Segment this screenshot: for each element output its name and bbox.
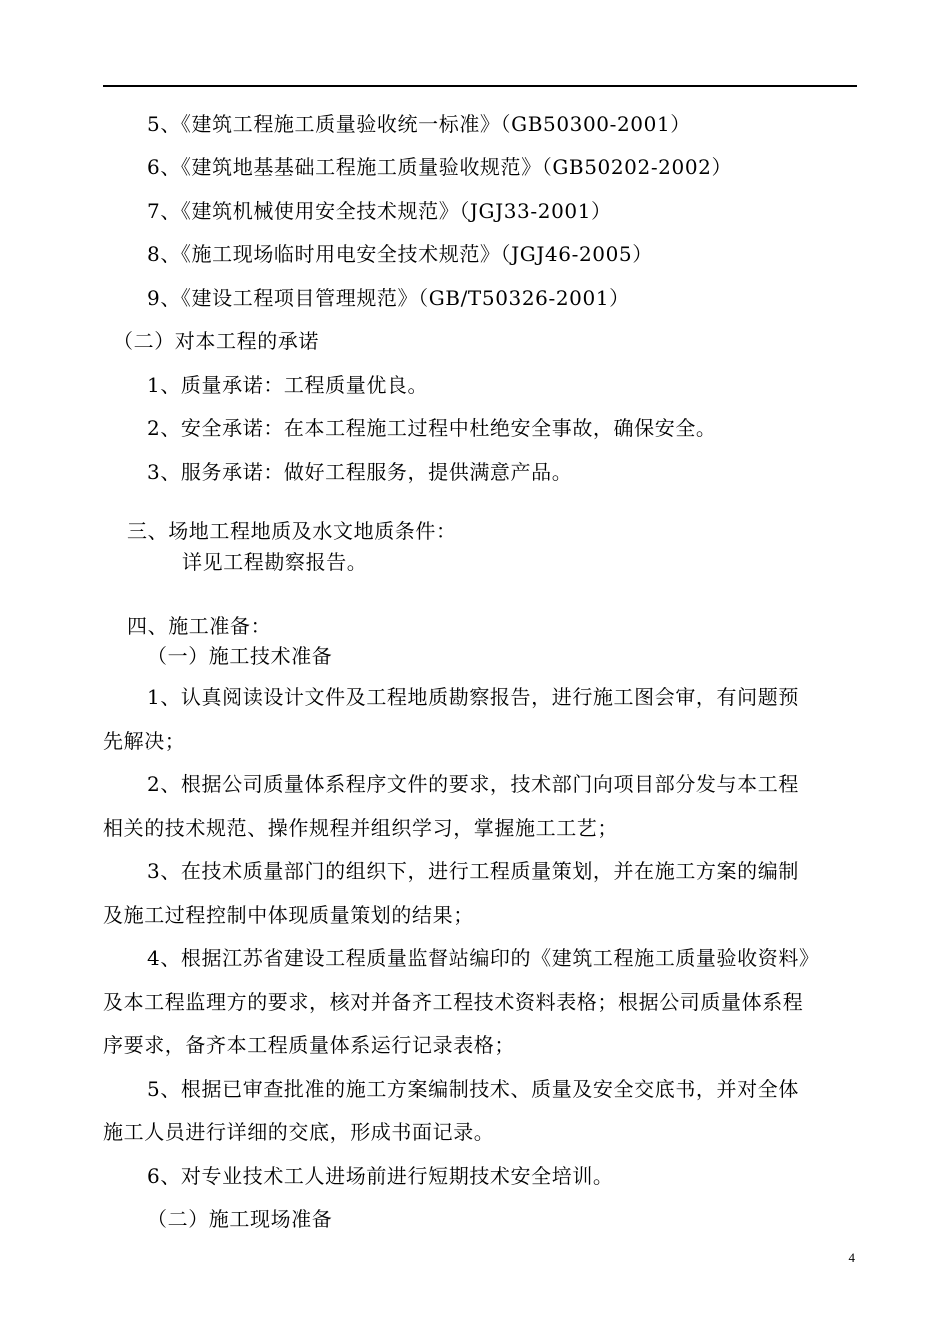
paragraph-4-line-1: 4、根据江苏省建设工程质量监督站编印的《建筑工程施工质量验收资料》: [147, 946, 820, 970]
page-number: 4: [848, 1250, 855, 1265]
paragraph-5-line-1: 5、根据已审查批准的施工方案编制技术、质量及安全交底书，并对全体: [147, 1077, 799, 1101]
paragraph-3-line-2: 及施工过程控制中体现质量策划的结果；: [103, 903, 474, 927]
commitment-service: 3、服务承诺：做好工程服务，提供满意产品。: [147, 460, 573, 484]
standard-item-7: 7、《建筑机械使用安全技术规范》（JGJ33-2001）: [147, 199, 612, 223]
commitment-safety: 2、安全承诺：在本工程施工过程中杜绝安全事故，确保安全。: [147, 416, 717, 440]
standard-item-9: 9、《建设工程项目管理规范》（GB/T50326-2001）: [147, 286, 630, 310]
section-heading-commitments: （二）对本工程的承诺: [113, 329, 319, 353]
paragraph-2-line-1: 2、根据公司质量体系程序文件的要求，技术部门向项目部分发与本工程: [147, 772, 799, 796]
section-heading-geology: 三、场地工程地质及水文地质条件：: [127, 519, 457, 543]
subsection-heading-technical: （一）施工技术准备: [147, 644, 333, 668]
standard-item-6: 6、《建筑地基基础工程施工质量验收规范》（GB50202-2002）: [147, 155, 733, 179]
section-heading-preparation: 四、施工准备：: [127, 614, 272, 638]
paragraph-2-line-2: 相关的技术规范、操作规程并组织学习，掌握施工工艺；: [103, 816, 618, 840]
paragraph-4-line-2: 及本工程监理方的要求，核对并备齐工程技术资料表格；根据公司质量体系程: [103, 990, 804, 1014]
standard-item-8: 8、《施工现场临时用电安全技术规范》（JGJ46-2005）: [147, 242, 653, 266]
header-rule: [103, 85, 857, 87]
commitment-quality: 1、质量承诺：工程质量优良。: [147, 373, 429, 397]
subsection-heading-site: （二）施工现场准备: [147, 1207, 333, 1231]
geology-text: 详见工程勘察报告。: [182, 550, 368, 574]
paragraph-3-line-1: 3、在技术质量部门的组织下，进行工程质量策划，并在施工方案的编制: [147, 859, 799, 883]
paragraph-1-line-1: 1、认真阅读设计文件及工程地质勘察报告，进行施工图会审，有问题预: [147, 685, 799, 709]
paragraph-4-line-3: 序要求，备齐本工程质量体系运行记录表格；: [103, 1033, 515, 1057]
standard-item-5: 5、《建筑工程施工质量验收统一标准》（GB50300-2001）: [147, 112, 691, 136]
paragraph-5-line-2: 施工人员进行详细的交底，形成书面记录。: [103, 1120, 495, 1144]
paragraph-6: 6、对专业技术工人进场前进行短期技术安全培训。: [147, 1164, 614, 1188]
paragraph-1-line-2: 先解决；: [103, 729, 186, 753]
